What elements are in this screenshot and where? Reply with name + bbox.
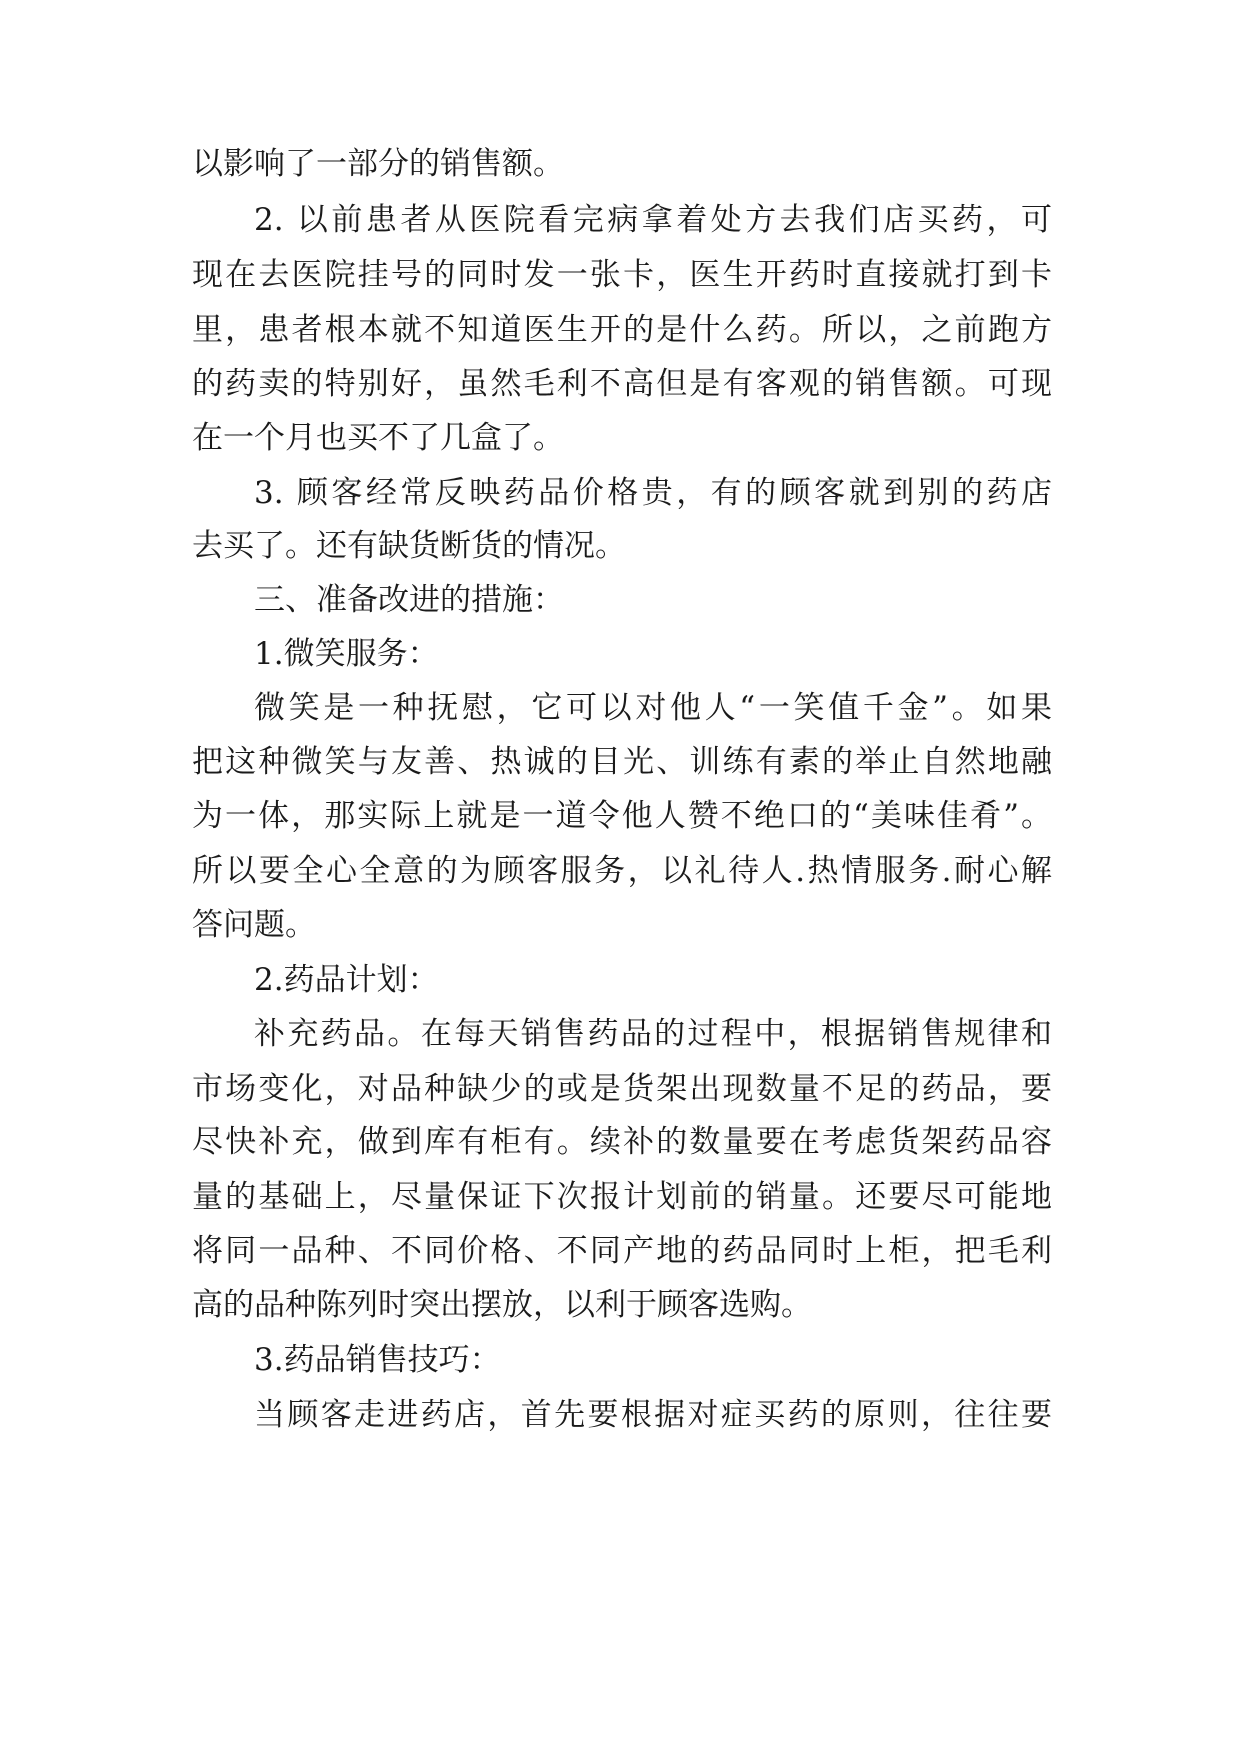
text-line: 补充药品。在每天销售药品的过程中，根据销售规律和 — [254, 1016, 1052, 1052]
text-line: 尽快补充，做到库有柜有。续补的数量要在考虑货架药品容 — [192, 1124, 1052, 1160]
subsection-heading: 3.药品销售技巧： — [254, 1342, 501, 1378]
text-line: 3. 顾客经常反映药品价格贵，有的顾客就到别的药店 — [254, 475, 1052, 511]
text-line: 当顾客走进药店，首先要根据对症买药的原则，往往要 — [254, 1397, 1052, 1433]
text-line: 微笑是一种抚慰，它可以对他人“一笑值千金”。如果 — [254, 690, 1052, 726]
text-line: 的药卖的特别好，虽然毛利不高但是有客观的销售额。可现 — [192, 366, 1052, 402]
text-line: 去买了。还有缺货断货的情况。 — [192, 528, 626, 564]
text-line: 高的品种陈列时突出摆放，以利于顾客选购。 — [192, 1287, 812, 1323]
text-line: 现在去医院挂号的同时发一张卡，医生开药时直接就打到卡 — [192, 257, 1052, 293]
subsection-heading: 1.微笑服务： — [254, 636, 439, 672]
text-line: 量的基础上，尽量保证下次报计划前的销量。还要尽可能地 — [192, 1179, 1052, 1215]
text-line: 以影响了一部分的销售额。 — [192, 146, 564, 182]
text-line: 答问题。 — [192, 907, 316, 943]
text-line: 为一体，那实际上就是一道令他人赞不绝口的“美味佳肴”。 — [192, 798, 1052, 834]
text-line: 将同一品种、不同价格、不同产地的药品同时上柜，把毛利 — [192, 1233, 1052, 1269]
text-line: 市场变化，对品种缺少的或是货架出现数量不足的药品，要 — [192, 1071, 1052, 1107]
text-line: 把这种微笑与友善、热诚的目光、训练有素的举止自然地融 — [192, 744, 1052, 780]
section-heading: 三、准备改进的措施： — [254, 582, 564, 618]
text-line: 2. 以前患者从医院看完病拿着处方去我们店买药，可 — [254, 202, 1052, 238]
text-line: 里，患者根本就不知道医生开的是什么药。所以，之前跑方 — [192, 312, 1052, 348]
subsection-heading: 2.药品计划： — [254, 962, 439, 998]
text-line: 在一个月也买不了几盒了。 — [192, 420, 564, 456]
text-line: 所以要全心全意的为顾客服务，以礼待人.热情服务.耐心解 — [192, 853, 1052, 889]
